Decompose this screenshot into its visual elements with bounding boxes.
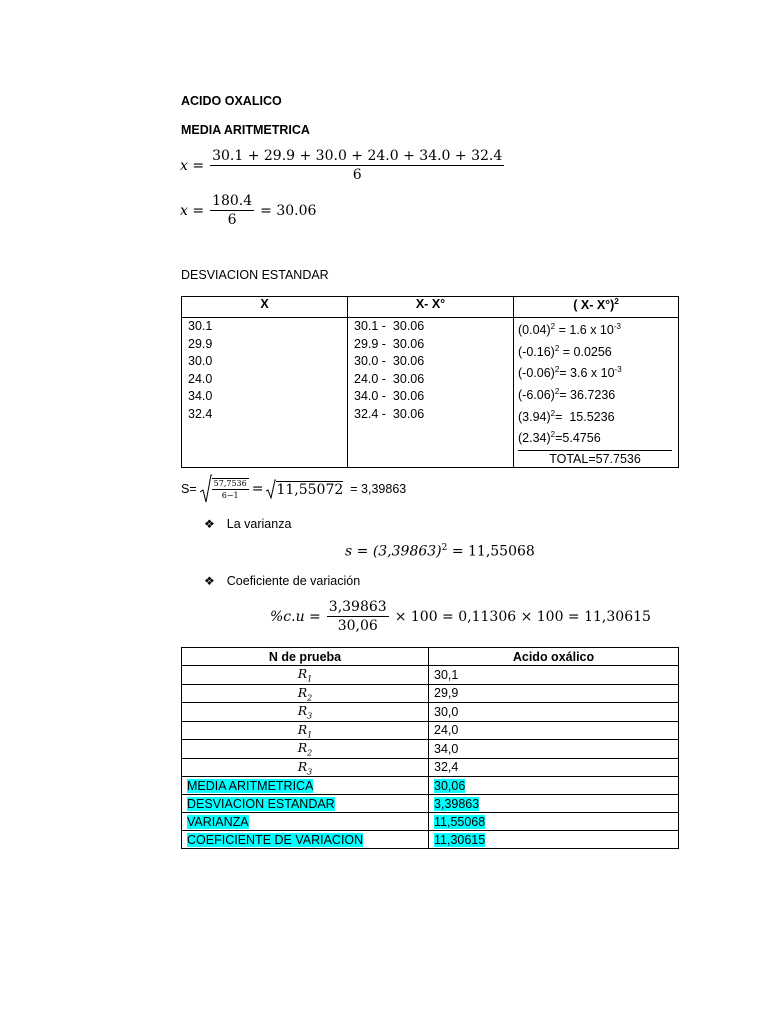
list-item: 30.0 - 30.06 xyxy=(354,354,425,368)
std-equation xyxy=(181,474,406,504)
deviation-table xyxy=(181,296,679,468)
summary-table xyxy=(181,647,679,849)
page-title: ACIDO OXALICO xyxy=(181,94,282,108)
table-row: $R_2$ 34,0 xyxy=(182,740,679,759)
coef-bullet xyxy=(204,574,360,588)
table-row: $R_3$ 30,0 xyxy=(182,703,679,722)
col-header-diff: X- X° xyxy=(348,297,514,318)
table-row: $R_1$ 30,1 xyxy=(182,666,679,685)
coef-eq-denominator: 30,06 xyxy=(337,618,378,634)
list-item: $(-6.06)^2= 36.7236$ xyxy=(518,386,616,403)
sqrt-icon xyxy=(200,474,212,504)
list-item: $(-0.16)^2 = 0.0256$ xyxy=(518,343,612,359)
table-row: $R_2$ 29,9 xyxy=(182,684,679,703)
coef-eq-rest: × 100 = 0,11306 × 100 = 11,30615 xyxy=(394,608,651,625)
mean-equation-1 xyxy=(180,148,504,183)
col-header-x: X xyxy=(182,297,348,318)
mean-eq2-denominator: 6 xyxy=(227,212,237,228)
coef-equation xyxy=(270,599,651,634)
col-header-prueba: N de prueba xyxy=(182,648,429,666)
col-header-sq: ( X- X°)$^2$ xyxy=(514,297,679,318)
sqrt-icon xyxy=(266,479,276,499)
list-item: $(2.34)^2=5.4756$ xyxy=(518,430,601,446)
list-item: 29.9 - 30.06 xyxy=(354,336,425,351)
mean-eq1-denominator: 6 xyxy=(352,167,362,183)
table-row: $R_3$ 32,4 xyxy=(182,758,679,777)
table-row: $R_1$ 24,0 xyxy=(182,721,679,740)
list-item: 30.1 xyxy=(188,319,213,333)
mean-eq2-numerator: 180.4 xyxy=(212,193,253,209)
std-eq-mid: = xyxy=(251,481,264,497)
diamond-bullet-icon: ❖ xyxy=(204,517,215,531)
coef-label: Coeficiente de variación xyxy=(226,574,361,588)
list-item: 24.0 xyxy=(188,371,213,386)
diamond-bullet-icon: ❖ xyxy=(204,574,215,588)
coef-eq-numerator: 3,39863 xyxy=(328,599,387,615)
list-item: 34.0 - 30.06 xyxy=(354,389,425,403)
std-eq-fraction xyxy=(212,478,249,500)
list-item: $(0.04)^2 = 1.6$ x $10^{-3}$ xyxy=(518,322,621,338)
list-item: 34.0 xyxy=(188,389,213,403)
std-eq-inner-den: 6−1 xyxy=(221,491,239,500)
mean-eq2-lhs: x = xyxy=(180,202,205,219)
std-eq-result: = 3,39863 xyxy=(350,482,407,496)
varianza-equation: $s = (3,39863)^2 = 11,55068$ xyxy=(345,543,535,560)
list-item: 24.0 - 30.06 xyxy=(354,371,425,386)
x-values-cell xyxy=(182,318,348,468)
list-item: 32.4 - 30.06 xyxy=(354,406,425,421)
table-row: MEDIA ARITMETRICA 30,06 xyxy=(182,777,679,795)
mean-eq1-lhs: x = xyxy=(180,157,205,174)
varianza-bullet xyxy=(204,517,291,531)
coef-eq-lhs: %c.u = xyxy=(270,608,321,625)
mean-eq1-numerator: 30.1 + 29.9 + 30.0 + 24.0 + 34.0 + 32.4 xyxy=(212,148,503,164)
col-header-acido: Acido oxálico xyxy=(429,648,679,666)
list-item: $(-0.06)^2= 3.6$ x $10^{-3}$ xyxy=(518,365,622,381)
varianza-label: La varianza xyxy=(226,517,292,531)
mean-heading: MEDIA ARITMETRICA xyxy=(181,123,310,137)
std-eq-root-value: 11,55072 xyxy=(276,481,344,498)
list-item: 29.9 xyxy=(188,336,213,351)
diff-values-cell xyxy=(348,318,514,468)
total-value: TOTAL=57.7536 xyxy=(518,450,672,467)
table-row: COEFICIENTE DE VARIACION 11,30615 xyxy=(182,831,679,849)
sq-values-cell xyxy=(514,318,679,468)
mean-eq2-result: = 30.06 xyxy=(260,202,317,219)
list-item: 30.0 xyxy=(188,354,213,368)
std-eq-inner-num: 57,7536 xyxy=(213,479,247,488)
list-item: 30.1 - 30.06 xyxy=(354,319,425,333)
std-eq-lhs: S= xyxy=(181,482,197,496)
mean-equation-2 xyxy=(180,193,316,228)
table-row: DESVIACION ESTANDAR 3,39863 xyxy=(182,795,679,813)
list-item: $(3.94)^2= 15.5236$ xyxy=(518,408,615,424)
list-item: 32.4 xyxy=(188,406,213,421)
std-heading: DESVIACION ESTANDAR xyxy=(181,268,329,282)
table-row: VARIANZA 11,55068 xyxy=(182,813,679,831)
